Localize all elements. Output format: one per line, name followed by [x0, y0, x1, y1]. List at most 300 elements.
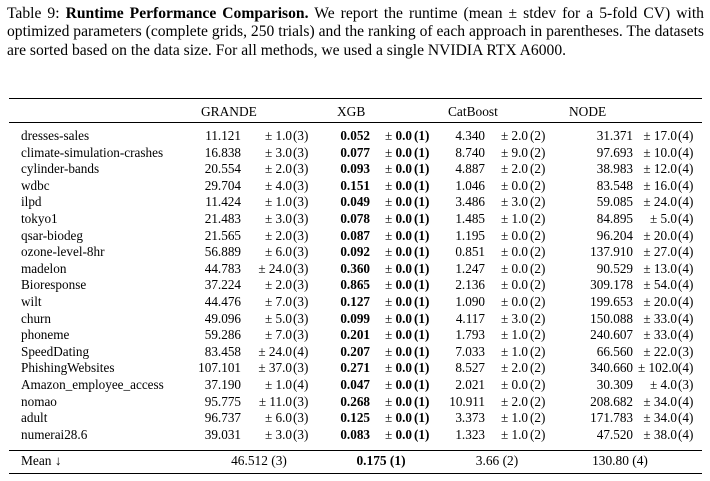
plus-minus-sign: ± [643, 277, 651, 293]
grande-rank: (3) [293, 244, 309, 260]
grande-stdev [245, 327, 292, 343]
node-stdev [638, 294, 677, 310]
catboost-mean: 8.527 [455, 360, 485, 376]
node-mean: 83.548 [596, 177, 633, 193]
catboost-stdev-value: 0.0 [511, 227, 528, 243]
node-stdev [638, 228, 677, 244]
node-stdev-value: 33.0 [653, 310, 677, 326]
plus-minus-sign: ± [500, 244, 509, 260]
catboost-rank: (2) [530, 393, 546, 409]
xgb-rank: (1) [414, 426, 430, 442]
xgb-mean: 0.077 [340, 144, 370, 160]
grande-mean: 21.565 [204, 227, 241, 243]
node-mean: 340.660 [590, 360, 633, 376]
plus-minus-sign: ± [643, 161, 651, 177]
dataset-name: climate-simulation-crashes [21, 144, 164, 160]
catboost-stdev [489, 161, 528, 177]
plus-minus-sign: ± [384, 227, 393, 243]
xgb-rank: (1) [414, 327, 430, 343]
plus-minus-sign: ± [500, 426, 509, 442]
xgb-mean: 0.078 [340, 210, 370, 226]
catboost-rank: (2) [530, 376, 546, 392]
grande-mean: 49.096 [204, 310, 241, 326]
xgb-rank: (1) [414, 293, 430, 309]
plus-minus-sign: ± [500, 260, 509, 276]
plus-minus-sign: ± [500, 210, 509, 226]
plus-minus-sign: ± [264, 161, 273, 177]
node-mean: 199.653 [590, 293, 633, 309]
plus-minus-sign: ± [643, 227, 651, 243]
table-row [0, 228, 710, 245]
xgb-stdev-value: 0.0 [395, 293, 412, 309]
plus-minus-sign: ± [384, 177, 393, 193]
table-row [0, 261, 710, 278]
xgb-stdev-value: 0.0 [395, 310, 412, 326]
plus-minus-sign: ± [384, 393, 393, 409]
node-stdev [638, 178, 677, 194]
dataset-name: Bioresponse [21, 277, 87, 293]
node-rank: (4) [678, 310, 694, 326]
node-mean: 66.560 [596, 343, 633, 359]
xgb-rank: (1) [414, 210, 430, 226]
table-row [0, 277, 710, 294]
xgb-stdev [374, 277, 412, 293]
catboost-rank: (2) [530, 343, 546, 359]
grande-stdev [245, 427, 292, 443]
plus-minus-sign: ± [643, 393, 651, 409]
grande-mean: 29.704 [204, 177, 241, 193]
catboost-mean: 8.740 [455, 144, 485, 160]
header-catboost: CatBoost [448, 104, 498, 119]
plus-minus-sign: ± [384, 161, 393, 177]
xgb-stdev-value: 0.0 [395, 210, 412, 226]
node-stdev-value: 20.0 [653, 293, 677, 309]
grande-rank: (3) [293, 393, 309, 409]
dataset-name: wdbc [21, 177, 50, 193]
node-mean: 96.204 [596, 227, 633, 243]
dataset-name: phoneme [21, 327, 70, 343]
plus-minus-sign: ± [500, 277, 509, 293]
mean-xgb: 0.175 (1) [356, 453, 406, 468]
grande-mean: 21.483 [204, 210, 241, 226]
dataset-name: tokyo1 [21, 210, 58, 226]
grande-stdev-value: 5.0 [275, 310, 292, 326]
table-row [0, 128, 710, 145]
xgb-stdev [374, 244, 412, 260]
grande-stdev-value: 3.0 [275, 210, 292, 226]
xgb-rank: (1) [414, 310, 430, 326]
dataset-name: dresses-sales [21, 128, 90, 143]
node-mean: 309.178 [590, 277, 633, 293]
header-node: NODE [569, 104, 607, 119]
plus-minus-sign: ± [264, 410, 273, 426]
grande-rank: (3) [293, 144, 309, 160]
node-stdev-value: 22.0 [653, 343, 677, 359]
caption-body: We report the runtime (mean ± stdev for a 5-fold CV) with optimized parameters (complete grids, 250 trials) and the ranking of each approach in parentheses. The datasets are sorted based on the data size. For all methods, we used a single NVIDIA RTX A6000. [7, 5, 704, 59]
plus-minus-sign: ± [264, 177, 273, 193]
xgb-rank: (1) [414, 277, 430, 293]
grande-mean: 44.783 [204, 260, 241, 276]
catboost-rank: (2) [530, 227, 546, 243]
catboost-mean: 7.033 [455, 343, 485, 359]
catboost-stdev [489, 327, 528, 343]
node-stdev [638, 211, 677, 227]
grande-stdev [245, 377, 292, 393]
dataset-name: adult [21, 410, 48, 426]
node-mean: 38.983 [596, 161, 633, 177]
grande-stdev-value: 4.0 [275, 177, 292, 193]
plus-minus-sign: ± [500, 177, 509, 193]
dataset-name: cylinder-bands [21, 161, 100, 177]
catboost-stdev-value: 1.0 [511, 327, 528, 343]
catboost-mean: 1.323 [455, 426, 485, 442]
grande-stdev [245, 410, 292, 426]
plus-minus-sign: ± [258, 343, 266, 359]
catboost-mean: 4.117 [455, 310, 485, 326]
plus-minus-sign: ± [264, 128, 273, 143]
plus-minus-sign: ± [264, 244, 273, 260]
plus-minus-sign: ± [643, 426, 651, 442]
catboost-stdev [489, 311, 528, 327]
node-rank: (3) [678, 343, 694, 359]
catboost-mean: 1.195 [455, 227, 485, 243]
node-rank: (4) [678, 393, 694, 409]
table-row [0, 211, 710, 228]
node-stdev [638, 427, 677, 443]
xgb-mean: 0.268 [340, 393, 370, 409]
xgb-stdev-value: 0.0 [395, 144, 412, 160]
node-stdev [638, 377, 677, 393]
grande-mean: 44.476 [204, 293, 241, 309]
plus-minus-sign: ± [264, 194, 273, 210]
node-stdev-value: 12.0 [653, 161, 677, 177]
node-stdev-value: 10.0 [653, 144, 677, 160]
xgb-stdev [374, 360, 412, 376]
node-mean: 31.371 [596, 128, 633, 143]
grande-rank: (3) [293, 260, 309, 276]
grande-stdev-value: 24.0 [268, 260, 292, 276]
catboost-stdev-value: 0.0 [511, 244, 528, 260]
plus-minus-sign: ± [384, 343, 393, 359]
plus-minus-sign: ± [500, 227, 509, 243]
xgb-mean: 0.087 [340, 227, 370, 243]
catboost-mean: 4.340 [455, 128, 485, 143]
grande-stdev-value: 6.0 [275, 244, 292, 260]
grande-mean: 107.101 [198, 360, 241, 376]
grande-stdev [245, 211, 292, 227]
grande-stdev [245, 344, 292, 360]
catboost-rank: (2) [530, 210, 546, 226]
plus-minus-sign: ± [500, 360, 509, 376]
catboost-mean: 2.021 [455, 376, 485, 392]
dataset-name: ilpd [21, 194, 42, 210]
xgb-mean: 0.083 [340, 426, 370, 442]
plus-minus-sign: ± [264, 227, 273, 243]
plus-minus-sign: ± [643, 327, 651, 343]
grande-mean: 11.424 [205, 194, 241, 210]
plus-minus-sign: ± [384, 293, 393, 309]
grande-mean: 56.889 [204, 244, 241, 260]
table-row [0, 294, 710, 311]
catboost-stdev [489, 128, 528, 144]
grande-mean: 37.224 [204, 277, 241, 293]
plus-minus-sign: ± [258, 393, 267, 409]
catboost-stdev [489, 228, 528, 244]
node-stdev-value: 17.0 [653, 128, 677, 143]
xgb-stdev-value: 0.0 [395, 244, 412, 260]
node-mean: 150.088 [590, 310, 633, 326]
xgb-rank: (1) [414, 360, 430, 376]
xgb-mean: 0.201 [340, 327, 370, 343]
catboost-stdev-value: 9.0 [511, 144, 528, 160]
plus-minus-sign: ± [384, 327, 393, 343]
catboost-stdev [489, 145, 528, 161]
node-stdev [638, 244, 677, 260]
grande-stdev-value: 6.0 [275, 410, 292, 426]
xgb-rank: (1) [414, 393, 430, 409]
xgb-mean: 0.049 [340, 194, 370, 210]
grande-mean: 20.554 [204, 161, 241, 177]
node-stdev-value: 4.0 [660, 376, 677, 392]
grande-rank: (3) [293, 360, 309, 376]
table-top-rule [9, 98, 702, 99]
plus-minus-sign: ± [643, 293, 651, 309]
plus-minus-sign: ± [500, 343, 509, 359]
plus-minus-sign: ± [384, 376, 393, 392]
xgb-rank: (1) [414, 244, 430, 260]
catboost-stdev [489, 211, 528, 227]
node-stdev [638, 410, 677, 426]
catboost-stdev-value: 3.0 [511, 194, 528, 210]
grande-stdev [245, 161, 292, 177]
plus-minus-sign: ± [643, 260, 651, 276]
dataset-name: wilt [21, 293, 42, 309]
xgb-stdev-value: 0.0 [395, 426, 412, 442]
catboost-mean: 10.911 [449, 393, 485, 409]
node-stdev-value: 20.0 [653, 227, 677, 243]
grande-rank: (3) [293, 293, 309, 309]
catboost-rank: (2) [530, 293, 546, 309]
plus-minus-sign: ± [384, 144, 393, 160]
grande-stdev-value: 1.0 [275, 376, 292, 392]
table-row [0, 427, 710, 444]
xgb-mean: 0.092 [340, 244, 370, 260]
catboost-rank: (2) [530, 161, 546, 177]
plus-minus-sign: ± [643, 144, 651, 160]
grande-stdev [245, 277, 292, 293]
plus-minus-sign: ± [649, 376, 658, 392]
grande-stdev-value: 1.0 [275, 128, 292, 143]
node-stdev [638, 360, 677, 376]
plus-minus-sign: ± [643, 410, 651, 426]
node-stdev-value: 34.0 [653, 393, 677, 409]
xgb-stdev [374, 161, 412, 177]
catboost-stdev [489, 178, 528, 194]
grande-rank: (3) [293, 327, 309, 343]
xgb-stdev-value: 0.0 [395, 177, 412, 193]
table-row [0, 244, 710, 261]
plus-minus-sign: ± [258, 360, 266, 376]
xgb-stdev [374, 377, 412, 393]
catboost-mean: 1.090 [455, 293, 485, 309]
catboost-rank: (2) [530, 144, 546, 160]
xgb-rank: (1) [414, 194, 430, 210]
xgb-stdev-value: 0.0 [395, 227, 412, 243]
node-rank: (4) [678, 244, 694, 260]
xgb-stdev-value: 0.0 [395, 327, 412, 343]
grande-stdev-value: 11.0 [269, 393, 292, 409]
plus-minus-sign: ± [500, 293, 509, 309]
node-stdev [638, 145, 677, 161]
grande-stdev [245, 244, 292, 260]
plus-minus-sign: ± [643, 128, 651, 143]
node-mean: 208.682 [590, 393, 633, 409]
table-body [0, 128, 710, 443]
plus-minus-sign: ± [258, 260, 266, 276]
catboost-rank: (2) [530, 426, 546, 442]
table-bottom-rule [9, 473, 702, 474]
xgb-stdev [374, 427, 412, 443]
catboost-rank: (2) [530, 410, 546, 426]
node-stdev [638, 344, 677, 360]
node-stdev-value: 54.0 [653, 277, 677, 293]
xgb-mean: 0.360 [340, 260, 370, 276]
xgb-stdev [374, 344, 412, 360]
catboost-rank: (2) [530, 177, 546, 193]
catboost-stdev-value: 0.0 [511, 293, 528, 309]
xgb-stdev-value: 0.0 [395, 161, 412, 177]
catboost-stdev-value: 0.0 [511, 260, 528, 276]
xgb-stdev-value: 0.0 [395, 260, 412, 276]
grande-stdev [245, 311, 292, 327]
plus-minus-sign: ± [384, 426, 393, 442]
xgb-mean: 0.093 [340, 161, 370, 177]
xgb-rank: (1) [414, 144, 430, 160]
node-rank: (4) [678, 161, 694, 177]
plus-minus-sign: ± [500, 194, 509, 210]
grande-stdev [245, 394, 292, 410]
node-mean: 84.895 [596, 210, 633, 226]
catboost-stdev-value: 2.0 [511, 161, 528, 177]
xgb-stdev-value: 0.0 [395, 393, 412, 409]
grande-mean: 11.121 [205, 128, 241, 143]
node-mean: 137.910 [590, 244, 633, 260]
plus-minus-sign: ± [264, 426, 273, 442]
plus-minus-sign: ± [384, 244, 393, 260]
table-row [0, 311, 710, 328]
plus-minus-sign: ± [384, 210, 393, 226]
table-row [0, 327, 710, 344]
table-caption [7, 5, 704, 60]
plus-minus-sign: ± [643, 343, 651, 359]
xgb-mean: 0.151 [340, 177, 370, 193]
plus-minus-sign: ± [264, 310, 273, 326]
plus-minus-sign: ± [500, 310, 509, 326]
node-stdev [638, 128, 677, 144]
plus-minus-sign: ± [384, 360, 393, 376]
grande-stdev-value: 24.0 [268, 343, 292, 359]
xgb-rank: (1) [414, 410, 430, 426]
node-stdev-value: 24.0 [653, 194, 677, 210]
plus-minus-sign: ± [384, 260, 393, 276]
header-grande: GRANDE [201, 104, 257, 119]
node-stdev [638, 194, 677, 210]
grande-rank: (3) [293, 210, 309, 226]
grande-stdev [245, 261, 292, 277]
catboost-stdev-value: 2.0 [511, 128, 528, 143]
grande-stdev [245, 228, 292, 244]
catboost-rank: (2) [530, 244, 546, 260]
xgb-mean: 0.127 [340, 293, 370, 309]
plus-minus-sign: ± [500, 144, 509, 160]
xgb-mean: 0.865 [340, 277, 370, 293]
catboost-stdev-value: 3.0 [511, 310, 528, 326]
table-row [0, 410, 710, 427]
xgb-stdev-value: 0.0 [395, 410, 412, 426]
xgb-stdev [374, 128, 412, 144]
catboost-stdev [489, 194, 528, 210]
grande-stdev-value: 7.0 [275, 327, 292, 343]
plus-minus-sign: ± [384, 194, 393, 210]
node-stdev [638, 394, 677, 410]
node-rank: (4) [678, 360, 694, 376]
catboost-rank: (2) [530, 277, 546, 293]
catboost-stdev-value: 1.0 [511, 210, 528, 226]
catboost-mean: 2.136 [455, 277, 485, 293]
xgb-stdev [374, 228, 412, 244]
node-stdev-value: 33.0 [653, 327, 677, 343]
catboost-mean: 1.247 [455, 260, 485, 276]
dataset-name: SpeedDating [21, 343, 90, 359]
catboost-stdev [489, 344, 528, 360]
catboost-stdev [489, 294, 528, 310]
xgb-mean: 0.207 [340, 343, 370, 359]
xgb-rank: (1) [414, 161, 430, 177]
grande-stdev-value: 7.0 [275, 293, 292, 309]
grande-mean: 37.190 [204, 376, 241, 392]
grande-stdev-value: 3.0 [275, 426, 292, 442]
plus-minus-sign: ± [264, 210, 273, 226]
xgb-mean: 0.125 [340, 410, 370, 426]
xgb-stdev [374, 145, 412, 161]
catboost-stdev-value: 0.0 [511, 376, 528, 392]
node-mean: 47.520 [596, 426, 633, 442]
node-mean: 171.783 [590, 410, 633, 426]
table-row [0, 344, 710, 361]
grande-stdev-value: 2.0 [275, 277, 292, 293]
grande-stdev [245, 194, 292, 210]
plus-minus-sign: ± [384, 410, 393, 426]
header-rule [9, 122, 702, 123]
xgb-stdev-value: 0.0 [395, 376, 412, 392]
catboost-rank: (2) [530, 128, 546, 143]
catboost-rank: (2) [530, 194, 546, 210]
xgb-mean: 0.099 [340, 310, 370, 326]
node-rank: (4) [678, 227, 694, 243]
catboost-stdev [489, 377, 528, 393]
catboost-stdev-value: 1.0 [511, 410, 528, 426]
mean-rule [9, 450, 702, 451]
node-rank: (4) [678, 260, 694, 276]
plus-minus-sign: ± [264, 144, 273, 160]
dataset-name: churn [21, 310, 52, 326]
grande-rank: (3) [293, 410, 309, 426]
grande-mean: 59.286 [204, 327, 241, 343]
catboost-mean: 3.373 [455, 410, 485, 426]
catboost-stdev [489, 261, 528, 277]
xgb-stdev-value: 0.0 [395, 194, 412, 210]
table-row [0, 360, 710, 377]
